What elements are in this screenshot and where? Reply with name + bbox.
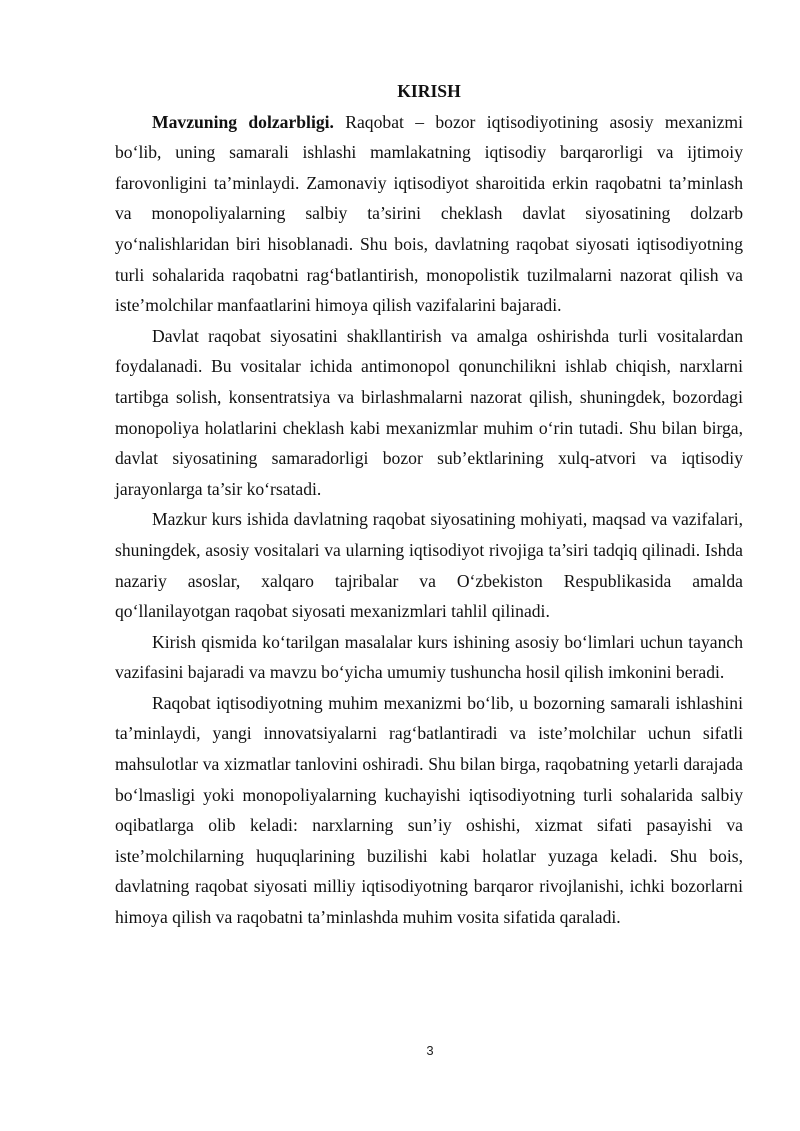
section-title: KIRISH — [397, 81, 461, 101]
paragraph-1-text: Raqobat – bozor iqtisodiyotining asosiy mexanizmi bo‘lib, uning samarali ishlashi mamlakatning iqtisodiy barqarorligi va ijtimoiy farovonligini ta’minlaydi. Zamonaviy iqtisodiyot sharoitida erkin raqobatni ta’minlash va monopoliyalarning salbiy ta’sirini cheklash davlat siyosatining dolzarb yo‘nalishlaridan biri hisoblanadi. Shu bois, davlatning raqobat siyosati iqtisodiyotning turli sohalarida raqobatni rag‘batlantirish, monopolistik tuzilmalarni nazorat qilish va iste’molchilar manfaatlarini himoya qilish vazifalarini bajaradi. — [115, 111, 744, 316]
document-page — [115, 76, 743, 933]
paragraph-1 — [115, 107, 743, 321]
paragraph-5: Raqobat iqtisodiyotning muhim mexanizmi bo‘lib, u bozorning samarali ishlashini ta’minlaydi, yangi innovatsiyalarni rag‘batlantiradi va iste’molchilar uchun sifatli mahsulotlar va xizmatlar tanlovini oshiradi. Shu bilan birga, raqobatning yetarli darajada bo‘lmasligi yoki monopoliyalarning kuchayishi iqtisodiyotning turli sohalarida salbiy oqibatlarga olib keladi: narxlarning sun’iy oshishi, xizmat sifati pasayishi va iste’molchilarning huquqlarining buzilishi kabi holatlar yuzaga keladi. Shu bois, davlatning raqobat siyosati milliy iqtisodiyotning barqaror rivojlanishi, ichki bozorlarni himoya qilish va raqobatni ta’minlashda muhim vosita sifatida qaraladi. — [115, 692, 743, 928]
page-number: 3 — [426, 1043, 434, 1058]
paragraph-4: Kirish qismida ko‘tarilgan masalalar kurs ishining asosiy bo‘limlari uchun tayanch vazifasini bajaradi va mavzu bo‘yicha umumiy tushuncha hosil qilish imkonini beradi. — [115, 631, 743, 683]
paragraph-1-lead: Mavzuning dolzarbligi. — [152, 111, 334, 132]
paragraph-3: Mazkur kurs ishida davlatning raqobat siyosatining mohiyati, maqsad va vazifalari, shuningdek, asosiy vositalari va ularning iqtisodiyot rivojiga ta’siri tadqiq qilinadi. Ishda nazariy asoslar, xalqaro tajribalar va O‘zbekiston Respublikasida amalda qo‘llanilayotgan raqobat siyosati mexanizmlari tahlil qilinadi. — [115, 509, 743, 622]
paragraph-2: Davlat raqobat siyosatini shakllantirish va amalga oshirishda turli vositalardan foydalanadi. Bu vositalar ichida antimonopol qonunchilikni ishlab chiqish, narxlarni tartibga solish, konsentratsiya va birlashmalarni nazorat qilish, shuningdek, bozordagi monopoliya holatlarini cheklash kabi mexanizmlar muhim o‘rin tutadi. Shu bilan birga, davlat siyosatining samaradorligi bozor sub’ektlarining xulq-atvori va iqtisodiy jarayonlarga ta’sir ko‘rsatadi. — [115, 325, 743, 499]
